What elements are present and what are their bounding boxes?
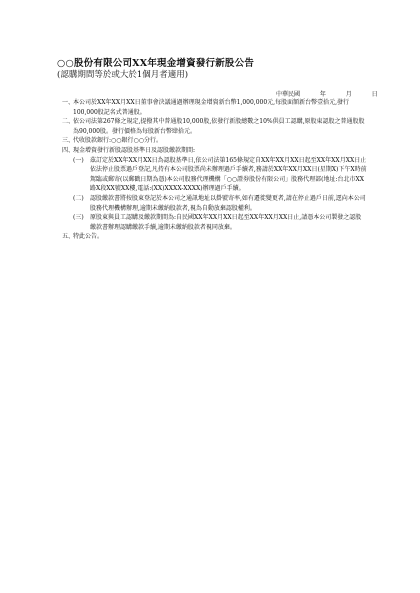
announcement-body [62, 98, 367, 242]
item-number: 三、 [62, 137, 75, 145]
subitem-text: 茲訂定於XX年XX月XX日為認股基準日,依公司法第165條規定自XX年XX月XX日起至XX年XX月XX日止依法停止股票過戶登記,凡持有本公司股票尚未辦理過戶手續者,務請於XX年XX月XX日(星期X)下午X時前駕臨或郵寄(以郵戳日期為憑)本公司股務代理機構「○○證券股份有限公司」股務代理部(地址:台北市XX路X段XX號XX樓,電話:(XX)XXXX-XXXX)辦理過戶手續。 [90, 156, 367, 193]
document-subtitle: (認購期間等於或大於1個月者適用) [57, 70, 189, 80]
announcement-item-5 [62, 232, 367, 242]
item-number: 五、 [62, 233, 75, 241]
document-title: ○○股份有限公司XX年現金增資發行新股公告 [57, 58, 255, 69]
item-number: 一、 [62, 99, 75, 106]
subitem-text: 認股繳款書將按股東登記於本公司之通訊地址以掛號寄率,如有遷徙變更者,請在停止過戶日前,逕向本公司股務代理機構辦理,逾期未繳納股款者,視為自動放棄認股權利。 [90, 194, 366, 212]
date-year-label: 年 [319, 91, 326, 98]
announcement-subitem-3 [62, 213, 367, 232]
item-text: 代收股款銀行:○○銀行○○分行。 [73, 137, 162, 145]
date-month-label: 月 [345, 91, 352, 98]
announcement-item-1 [62, 98, 367, 117]
subitem-number: (三) [73, 214, 84, 222]
item-text: 特此公告。 [73, 233, 104, 241]
subitem-number: (一) [73, 156, 84, 164]
announcement-item-4 [62, 146, 367, 156]
date-line [276, 89, 378, 98]
date-era: 中華民國 [276, 91, 301, 98]
item-text: 依公司法第267條之規定,提撥其中普通股10,000股,依發行新股總數之10%供員工認購,原股東認股之普通股股為90,000股。發行價格為每股新台幣肆拾元。 [73, 118, 365, 135]
subitem-text: 原股東與員工認購及繳款期間為:自民國XX年XX月XX日起至XX年XX月XX日止,請憑本公司製發之認股繳款書辦理認購繳款手續,逾期未繳納股款者視同放棄。 [90, 214, 362, 231]
announcement-subitem-2 [62, 194, 367, 213]
item-text: 本公司於XX年XX月XX日董事會決議通過辦理現金增資新台幣1,000,000元,每股面額新台幣壹拾元,發行100,000股記名式普通股。 [73, 99, 349, 116]
item-text: 現金增資發行新股認股基準日及認股繳款期間: [73, 146, 196, 154]
announcement-item-2 [62, 117, 367, 136]
announcement-item-3 [62, 136, 367, 146]
item-number: 四、 [62, 146, 75, 154]
date-day-label: 日 [371, 91, 378, 98]
subitem-number: (二) [73, 194, 84, 202]
item-number: 二、 [62, 118, 75, 126]
announcement-subitem-1 [62, 156, 367, 194]
